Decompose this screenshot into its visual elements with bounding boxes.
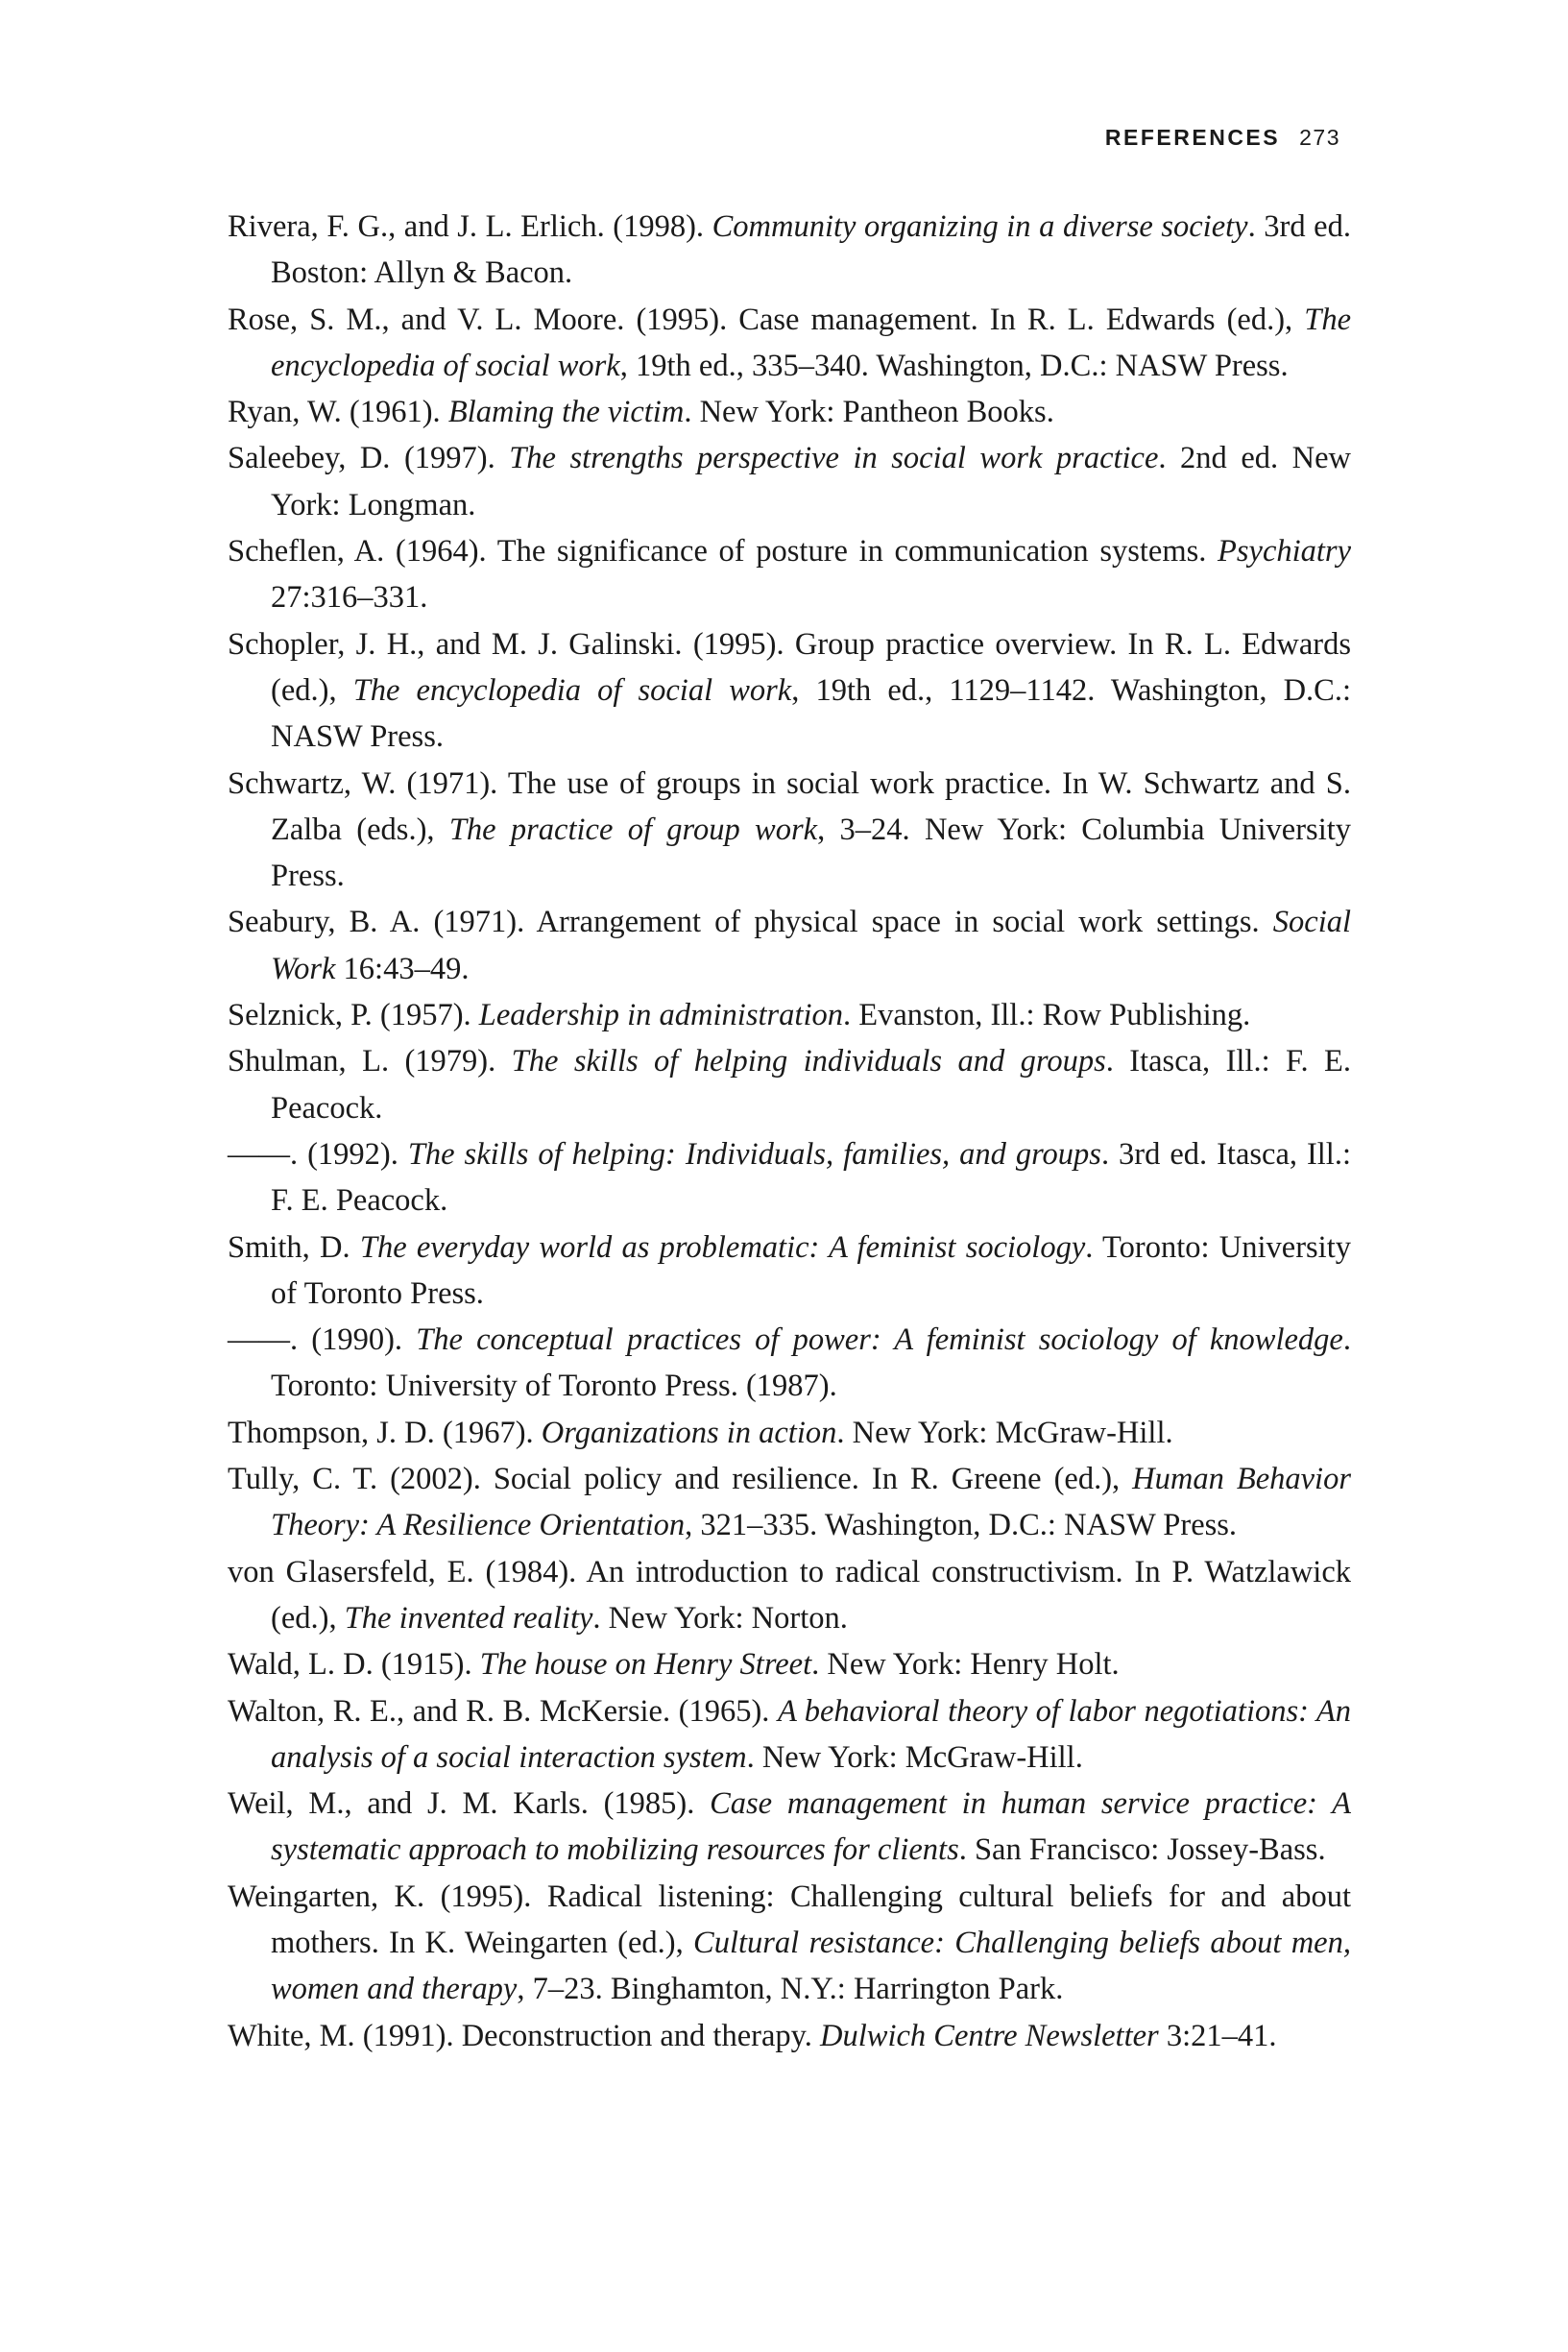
reference-text: . Evanston, Ill.: Row Publishing. [842, 998, 1251, 1033]
reference-title: A behavioral theory of labor negotiations: An analysis of a social interaction system [271, 1693, 1352, 1775]
reference-title: Organizations in action [541, 1415, 837, 1450]
reference-text: . 2nd ed. New York: Longman. [271, 441, 1352, 522]
reference-title: The everyday world as problematic: A feminist sociology [359, 1229, 1086, 1265]
reference-entry [228, 1688, 1351, 1782]
reference-text: . New York: Henry Holt. [811, 1647, 1120, 1683]
section-label: REFERENCES [1104, 125, 1281, 150]
reference-text: . 3rd ed. Boston: Allyn & Bacon. [271, 209, 1351, 291]
reference-entry [228, 389, 1351, 435]
reference-title: The encyclopedia of social work [271, 302, 1351, 383]
reference-text: , 19th ed., 335–340. Washington, D.C.: NASW Press. [619, 348, 1289, 383]
reference-title: Psychiatry [1218, 534, 1351, 570]
reference-text: . Toronto: University of Toronto Press. (1987). [271, 1322, 1351, 1404]
reference-text: . San Francisco: Jossey-Bass. [958, 1832, 1326, 1868]
reference-text: Shulman, L. (1979). [228, 1044, 512, 1079]
reference-text: Weingarten, K. (1995). Radical listening: Challenging cultural beliefs for and about mothers. In K. Weingarten (ed.), [228, 1879, 1351, 1960]
reference-entry [228, 1781, 1351, 1874]
reference-entry [228, 1131, 1351, 1224]
reference-text: White, M. (1991). Deconstruction and therapy. [228, 2018, 821, 2053]
reference-title: The skills of helping: Individuals, families, and groups [407, 1136, 1101, 1172]
reference-entry [228, 1641, 1351, 1687]
reference-entry [228, 1038, 1351, 1131]
reference-text: ——. (1992). [228, 1136, 408, 1172]
reference-title: Human Behavior Theory: A Resilience Orientation [271, 1462, 1351, 1543]
reference-title: Community organizing in a diverse society [712, 209, 1248, 244]
reference-entry [228, 297, 1351, 390]
reference-text: Rivera, F. G., and J. L. Erlich. (1998). [228, 209, 712, 244]
reference-entry [228, 435, 1351, 528]
reference-text: Rose, S. M., and V. L. Moore. (1995). Case management. In R. L. Edwards (ed.), [228, 302, 1305, 337]
reference-title: The encyclopedia of social work [352, 672, 792, 708]
reference-text: ——. (1990). [228, 1322, 417, 1358]
reference-text: , 321–335. Washington, D.C.: NASW Press. [685, 1508, 1238, 1543]
reference-title: The practice of group work [448, 812, 818, 847]
reference-title: The conceptual practices of power: A feminist sociology of knowledge [416, 1322, 1343, 1358]
reference-text: Ryan, W. (1961). [228, 395, 448, 430]
reference-text: , 3–24. New York: Columbia University Press. [271, 812, 1352, 894]
reference-text: . Toronto: University of Toronto Press. [271, 1229, 1351, 1311]
reference-entry [228, 621, 1351, 761]
reference-text: , 19th ed., 1129–1142. Washington, D.C.: NASW Press. [271, 672, 1351, 755]
reference-text: , 7–23. Binghamton, N.Y.: Harrington Park. [517, 1972, 1064, 2007]
reference-text: Scheflen, A. (1964). The significance of posture in communication systems. [228, 534, 1218, 570]
reference-title: Case management in human service practice: A systematic approach to mobilizing resources for clients [271, 1786, 1352, 1868]
running-head [1105, 125, 1340, 151]
reference-entry [228, 1456, 1351, 1549]
reference-entry [228, 1224, 1351, 1318]
reference-text: . New York: Pantheon Books. [684, 395, 1054, 430]
reference-entry [228, 761, 1351, 900]
reference-text: Thompson, J. D. (1967). [228, 1415, 542, 1450]
reference-entry [228, 1874, 1351, 2013]
reference-title: Blaming the victim [447, 395, 685, 430]
reference-title: The skills of helping individuals and groups [511, 1044, 1106, 1079]
reference-text: Smith, D. [228, 1229, 360, 1265]
reference-text: Weil, M., and J. M. Karls. (1985). [228, 1786, 711, 1822]
reference-title: The house on Henry Street [479, 1647, 812, 1683]
reference-text: Saleebey, D. (1997). [228, 441, 510, 476]
reference-title: Social Work [271, 905, 1351, 986]
reference-text: . New York: McGraw-Hill. [836, 1415, 1173, 1450]
reference-entry [228, 2013, 1351, 2059]
reference-entry [228, 992, 1351, 1038]
reference-list [228, 204, 1351, 2059]
reference-text: Selznick, P. (1957). [228, 998, 479, 1033]
reference-text: 27:316–331. [271, 580, 428, 616]
reference-text: Seabury, B. A. (1971). Arrangement of physical space in social work settings. [228, 905, 1273, 940]
reference-entry [228, 1549, 1351, 1642]
reference-text: Walton, R. E., and R. B. McKersie. (1965). [228, 1693, 778, 1729]
reference-text: Wald, L. D. (1915). [228, 1647, 480, 1683]
reference-text: 3:21–41. [1158, 2018, 1277, 2053]
reference-text: . 3rd ed. Itasca, Ill.: F. E. Peacock. [271, 1136, 1351, 1219]
reference-text: . Itasca, Ill.: F. E. Peacock. [271, 1044, 1352, 1126]
reference-text: Schopler, J. H., and M. J. Galinski. (1995). Group practice overview. In R. L. Edwards (ed.), [228, 626, 1351, 708]
reference-entry [228, 528, 1351, 621]
reference-title: Leadership in administration [478, 998, 843, 1033]
reference-text: von Glasersfeld, E. (1984). An introduction to radical constructivism. In P. Watzlawick (ed.), [228, 1554, 1351, 1636]
reference-text: Schwartz, W. (1971). The use of groups in social work practice. In W. Schwartz and S. Zalba (eds.), [228, 765, 1351, 847]
reference-title: Dulwich Centre Newsletter [820, 2018, 1159, 2053]
reference-title: The strengths perspective in social work practice [509, 441, 1159, 476]
reference-entry [228, 899, 1351, 992]
reference-entry [228, 1317, 1351, 1410]
reference-text: Tully, C. T. (2002). Social policy and resilience. In R. Greene (ed.), [228, 1462, 1133, 1497]
reference-title: Cultural resistance: Challenging beliefs about men, women and therapy [271, 1925, 1351, 2007]
reference-entry [228, 1410, 1351, 1456]
reference-text: 16:43–49. [335, 951, 470, 986]
reference-text: . New York: Norton. [592, 1600, 848, 1636]
reference-title: The invented reality [344, 1600, 593, 1636]
reference-text: . New York: McGraw-Hill. [746, 1739, 1083, 1775]
page-number: 273 [1299, 125, 1340, 150]
reference-entry [228, 204, 1351, 297]
